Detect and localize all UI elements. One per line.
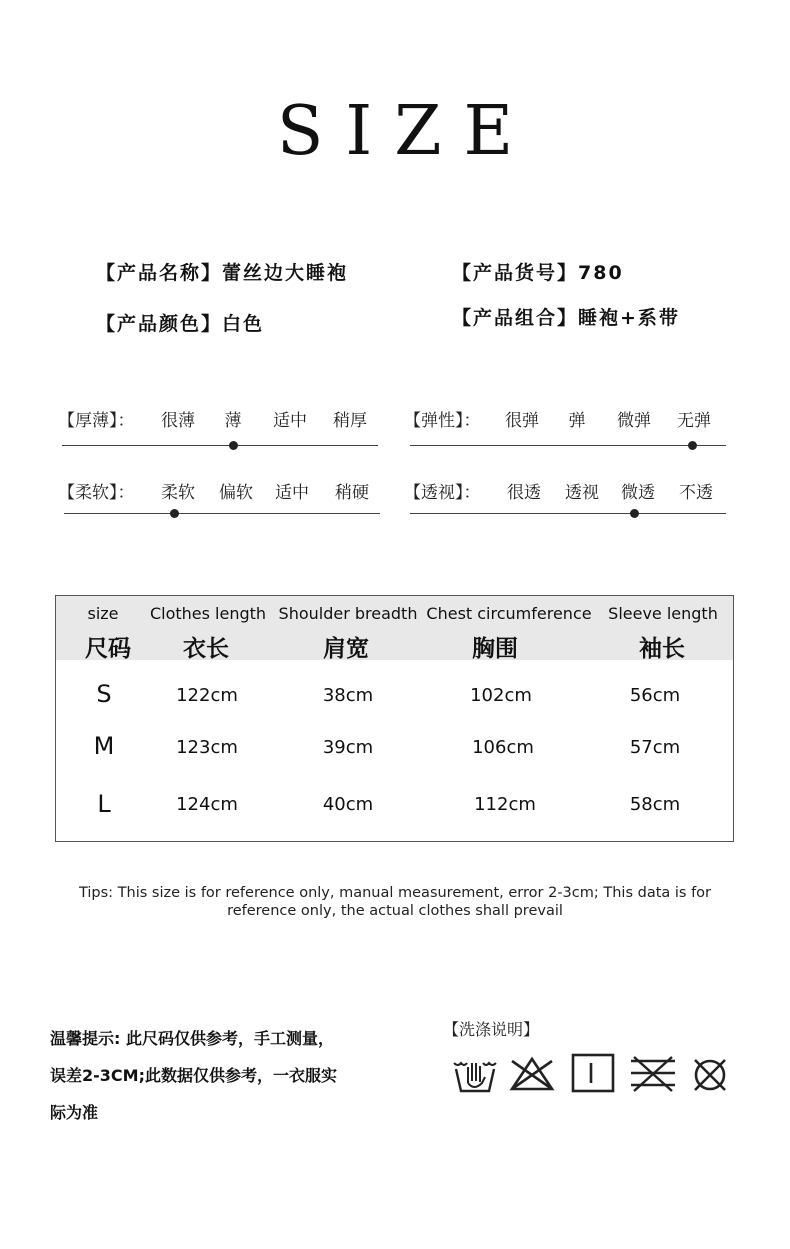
header-sleeve-en: Sleeve length: [608, 604, 718, 623]
attribute-option: 适中: [275, 483, 309, 503]
attribute-option: 薄: [224, 411, 242, 431]
table-cell: 106cm: [472, 737, 534, 758]
attribute-option: 适中: [273, 411, 307, 431]
attribute-option: 微透: [621, 483, 655, 503]
attribute-option: 无弹: [677, 411, 711, 431]
attribute-label: 【厚薄】：: [58, 411, 135, 431]
attribute-option: 很透: [507, 483, 541, 503]
table-cell: 102cm: [470, 685, 532, 706]
header-size-cn: 尺码: [85, 636, 131, 662]
attribute-option: 微弹: [617, 411, 651, 431]
scale-line: [410, 513, 726, 514]
header-shoulder-cn: 肩宽: [323, 636, 369, 662]
table-cell: 112cm: [474, 794, 536, 815]
wash-title: 【洗涤说明】: [443, 1020, 540, 1039]
table-cell: 124cm: [176, 794, 238, 815]
tumble-dry-icon: [571, 1053, 615, 1097]
table-cell: 56cm: [629, 685, 681, 706]
scale-line: [410, 445, 726, 446]
tips-text: Tips: This size is for reference only, manual measurement, error 2-3cm; This data is for reference only, the actual clothes shall prevail: [78, 885, 712, 919]
header-length-en: Clothes length: [149, 604, 267, 623]
scale-marker: [688, 441, 697, 450]
scale-marker: [630, 509, 639, 518]
page-title: SIZE: [276, 92, 536, 171]
header-sleeve-cn: 袖长: [639, 636, 685, 662]
product-name: 【产品名称】蕾丝边大睡袍: [96, 262, 349, 284]
care-note: [50, 1020, 390, 1131]
scale-marker: [170, 509, 179, 518]
attribute-option: 弹: [568, 411, 586, 431]
scale-line: [64, 513, 380, 514]
scale-line: [62, 445, 378, 446]
attribute-option: 不透: [679, 483, 713, 503]
header-shoulder-en: Shoulder breadth: [278, 604, 418, 623]
header-chest-en: Chest circumference: [426, 604, 592, 623]
header-size-en: size: [87, 604, 119, 623]
do-not-iron-icon: [628, 1053, 678, 1097]
table-cell: 57cm: [629, 737, 681, 758]
attribute-option: 稍硬: [335, 483, 369, 503]
scale-marker: [229, 441, 238, 450]
table-cell: 122cm: [176, 685, 238, 706]
table-cell: 123cm: [176, 737, 238, 758]
product-item-no: 【产品货号】780: [452, 262, 624, 284]
table-cell: 58cm: [629, 794, 681, 815]
table-cell-size: L: [97, 790, 111, 818]
attribute-option: 稍厚: [333, 411, 367, 431]
attribute-option: 透视: [565, 483, 599, 503]
care-note-line: 际为准: [50, 1103, 99, 1122]
table-cell: 38cm: [322, 685, 374, 706]
table-cell: 40cm: [322, 794, 374, 815]
care-note-line: 误差2-3CM;此数据仅供参考，一衣服实: [50, 1066, 337, 1085]
table-cell: 39cm: [322, 737, 374, 758]
attribute-label: 【透视】：: [404, 483, 481, 503]
table-cell-size: M: [93, 732, 115, 760]
product-combo: 【产品组合】睡袍+系带: [452, 307, 680, 329]
product-color: 【产品颜色】白色: [96, 313, 265, 335]
attribute-option: 很弹: [505, 411, 539, 431]
attribute-option: 柔软: [161, 483, 195, 503]
care-note-line: 温馨提示: 此尺码仅供参考，手工测量，: [50, 1029, 334, 1048]
do-not-bleach-icon: [508, 1053, 556, 1097]
attribute-option: 很薄: [161, 411, 195, 431]
hand-wash-icon: [452, 1053, 498, 1097]
header-length-cn: 衣长: [183, 636, 229, 662]
attribute-label: 【弹性】：: [404, 411, 481, 431]
do-not-dry-clean-icon: [690, 1053, 730, 1097]
header-chest-cn: 胸围: [472, 636, 518, 662]
attribute-label: 【柔软】：: [58, 483, 135, 503]
attribute-option: 偏软: [219, 483, 253, 503]
table-cell-size: S: [96, 680, 112, 708]
